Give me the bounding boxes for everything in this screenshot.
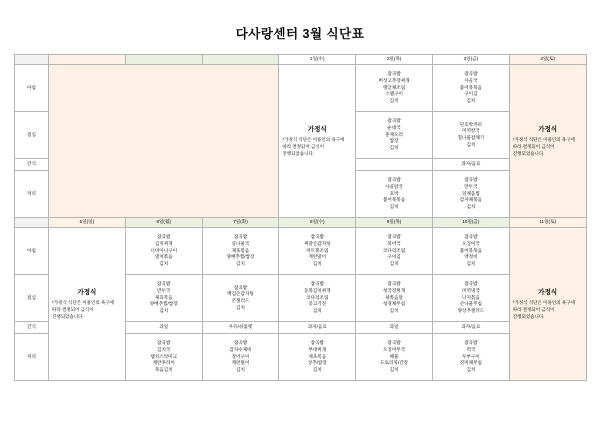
menu-item: 콩나물국 bbox=[231, 241, 250, 247]
week2-lunch-fri bbox=[432, 275, 509, 322]
notice-body: *가정식 식단은 이용인의 욕구에 따라 결정되어 금식이 진행되었습니다. bbox=[512, 137, 575, 156]
menu-item: 구이김 bbox=[464, 91, 478, 97]
menu-item: 위쪽음달 bbox=[385, 294, 403, 300]
notice-body: *가정식 식단은 이용인의 욕구에 따라 결정되어 금식이 진행되었습니다. bbox=[512, 300, 575, 319]
menu-item: 제육복음 bbox=[154, 294, 173, 300]
week2-lunch-tue bbox=[202, 275, 279, 322]
week2-dinner-thu bbox=[356, 334, 433, 381]
menu-item: 잡곡밥 bbox=[157, 234, 171, 240]
menu-lines bbox=[433, 69, 509, 106]
week2-breakfast-mon bbox=[125, 228, 202, 275]
menu-item: 김치 bbox=[312, 366, 322, 372]
menu-item: 사골국 bbox=[464, 78, 478, 84]
week2-lunch-mon bbox=[125, 275, 202, 322]
week1-notice-wed bbox=[279, 65, 356, 218]
week1-day-6: 4일(토) bbox=[509, 55, 586, 65]
menu-item: 잡곡밥 bbox=[464, 71, 478, 77]
week2-table bbox=[14, 217, 587, 381]
menu-lines bbox=[433, 279, 509, 316]
week1-breakfast-fri bbox=[432, 65, 509, 112]
menu-lines bbox=[279, 279, 355, 316]
week1-day-5: 3일(금) bbox=[432, 55, 509, 65]
week1-day-2 bbox=[202, 55, 279, 65]
menu-item: 백김손감자팅 bbox=[227, 291, 254, 297]
row-label-snack: 간식 bbox=[15, 322, 49, 334]
menu-item: 김치 bbox=[389, 366, 399, 372]
week1-breakfast-thu bbox=[356, 65, 433, 112]
week2-dinner-mon bbox=[125, 334, 202, 381]
menu-item: 잡곡밥 bbox=[464, 234, 478, 240]
menu-item: 김치 bbox=[466, 260, 476, 266]
menu-lines bbox=[433, 232, 509, 269]
notice-title: 가정식 bbox=[538, 288, 558, 296]
menu-item: 너비아니구이 bbox=[150, 247, 178, 253]
menu-item: 잡곡밥 bbox=[157, 340, 171, 346]
menu-item: 미역칼국 bbox=[462, 128, 480, 134]
week2-lunch-thu bbox=[356, 275, 433, 322]
menu-item: 잡곡밥 bbox=[233, 284, 248, 290]
menu-item: 잡곡밥 bbox=[310, 234, 324, 240]
week2-snack-fri: 과자/음료 bbox=[432, 322, 509, 334]
menu-item: 단호박커피 bbox=[459, 121, 482, 127]
menu-item: 장어구이 bbox=[231, 353, 250, 359]
menu-item: 잡곡밥 bbox=[387, 118, 401, 124]
menu-lines bbox=[433, 175, 509, 212]
menu-lines bbox=[279, 232, 355, 269]
week1-leading-notice-cell bbox=[49, 65, 279, 218]
menu-item: 김치 bbox=[159, 260, 169, 266]
menu-item: 청국장찌개 bbox=[382, 288, 406, 294]
menu-item: 잡곡밥 bbox=[387, 281, 401, 287]
menu-item: 진미채무침 bbox=[459, 360, 482, 366]
week2-dinner-wed bbox=[279, 334, 356, 381]
week1-breakfast-row bbox=[15, 65, 587, 112]
menu-item: 양배추찜/쌈장 bbox=[226, 254, 255, 260]
notice-title: 가정식 bbox=[538, 125, 558, 133]
menu-item: 만두국 bbox=[464, 184, 478, 190]
menu-lines bbox=[126, 232, 202, 269]
menu-item: 잡곡밥 bbox=[387, 234, 401, 240]
notice-body: *가정식 식단은 이용인의 욕구에 따라 결정되어 금식이 진행되었습니다. bbox=[282, 137, 345, 156]
week1-day-3: 1일(수) bbox=[279, 55, 356, 65]
menu-item: 떡국 bbox=[466, 347, 476, 353]
menu-item: 김치 bbox=[466, 203, 476, 209]
menu-item: 만두국 bbox=[157, 288, 171, 294]
week2-day-4: 9일(목) bbox=[356, 218, 433, 228]
menu-item: 잡곡밥 bbox=[233, 340, 248, 346]
menu-item: 불어북북음 bbox=[459, 84, 482, 90]
menu-item: 김치 bbox=[466, 141, 476, 147]
week1-table bbox=[14, 54, 587, 218]
row-label-dinner: 저녁 bbox=[15, 171, 49, 218]
menu-lines bbox=[203, 283, 279, 314]
menu-lines bbox=[433, 120, 509, 151]
menu-item: 잡곡밥 bbox=[310, 340, 324, 346]
menu-item: 김치 bbox=[389, 307, 399, 313]
week2-snack-thu: 과일 bbox=[356, 322, 433, 334]
menu-item: 잎채움찜 bbox=[462, 190, 480, 196]
menu-item: 김치 bbox=[312, 307, 322, 313]
week2-dinner-tue bbox=[202, 334, 279, 381]
week1-notice-sat bbox=[509, 65, 586, 218]
week2-lunch-wed bbox=[279, 275, 356, 322]
menu-item: 두부구이 bbox=[462, 353, 480, 359]
week2-day-5: 10일(금) bbox=[432, 218, 509, 228]
row-label-dinner: 저녁 bbox=[15, 334, 49, 381]
week1-dinner-thu bbox=[356, 171, 433, 218]
week2-day-1: 6일(월) bbox=[125, 218, 202, 228]
menu-item: 미역냉국 bbox=[462, 288, 480, 294]
menu-item: 스팸구이 bbox=[385, 91, 403, 97]
menu-item: 감자수제비 bbox=[229, 347, 252, 353]
menu-item: 잡곡밥 bbox=[387, 340, 401, 346]
menu-lines bbox=[203, 232, 279, 269]
menu-item: 김치 bbox=[159, 307, 169, 313]
menu-item: 해물 bbox=[389, 353, 399, 359]
week1-snack-fri: 과자/음료 bbox=[432, 159, 509, 171]
menu-lines bbox=[356, 279, 432, 316]
menu-lines bbox=[433, 338, 509, 375]
menu-lines bbox=[356, 338, 432, 375]
menu-item: 칠나물잡채기 bbox=[457, 135, 485, 140]
menu-lines bbox=[356, 116, 432, 153]
menu-item: 액젓비 bbox=[464, 254, 478, 260]
menu-lines bbox=[356, 232, 432, 269]
menu-item: 김치 bbox=[236, 304, 245, 310]
menu-item: 청경채무침 bbox=[382, 301, 406, 307]
menu-item: 김치 bbox=[389, 203, 399, 209]
menu-lines bbox=[356, 175, 432, 212]
menu-item: 콩고기전 bbox=[308, 301, 327, 307]
menu-lines bbox=[126, 279, 202, 316]
menu-item: 순대국 bbox=[387, 125, 401, 131]
menu-item: 잡곡밥 bbox=[387, 71, 401, 77]
menu-item: 쌈장 bbox=[389, 138, 399, 144]
week2-breakfast-thu bbox=[356, 228, 433, 275]
menu-item: 감자채북음 bbox=[459, 197, 482, 203]
menu-item: 계란후라이 bbox=[152, 360, 175, 366]
menu-item: 호박 bbox=[389, 190, 399, 196]
menu-item: 잡곡밥 bbox=[464, 340, 478, 346]
menu-item: 잡곡밥 bbox=[464, 281, 478, 287]
row-label-breakfast: 아침 bbox=[15, 65, 49, 112]
menu-item: 사골닭국 bbox=[385, 184, 403, 190]
menu-lines bbox=[126, 338, 202, 375]
menu-item: 묵음김치 bbox=[154, 366, 173, 372]
menu-item: 구이김 bbox=[387, 254, 401, 260]
week1-day-0 bbox=[49, 55, 126, 65]
week1-lunch-thu bbox=[356, 112, 433, 159]
week2-day-0: 5일(일) bbox=[49, 218, 126, 228]
week2-snack-mon: 과일 bbox=[125, 322, 202, 334]
menu-item: 김치국 bbox=[157, 347, 171, 353]
week2-breakfast-tue bbox=[202, 228, 279, 275]
menu-item: 잡곡밥 bbox=[157, 281, 171, 287]
menu-item: 제육복음 bbox=[308, 353, 327, 359]
menu-item: 김치찌개 bbox=[154, 241, 173, 247]
menu-item: 동북김치찌개 bbox=[303, 288, 331, 294]
row-label-lunch: 점심 bbox=[15, 275, 49, 322]
menu-item: 콘나물무침 bbox=[459, 301, 482, 307]
notice-title: 가정식 bbox=[307, 125, 327, 133]
corner-cell bbox=[15, 218, 49, 228]
menu-item: 제육볶음 bbox=[231, 247, 250, 253]
menu-item: 잡곡밥 bbox=[233, 234, 248, 240]
week2-snack-wed: 과자/음료 bbox=[279, 322, 356, 334]
menu-item: 오징어무국 bbox=[382, 347, 406, 353]
menu-item: 도토리묵/간장 bbox=[380, 360, 409, 366]
row-label-breakfast: 아침 bbox=[15, 228, 49, 275]
week2-day-2: 7일(화) bbox=[202, 218, 279, 228]
menu-item: 김치 bbox=[466, 366, 476, 372]
menu-item: 탱글채조림 bbox=[382, 84, 406, 90]
row-label-snack: 간식 bbox=[15, 159, 49, 171]
menu-item: 북어국 bbox=[387, 241, 401, 247]
menu-item: 김치 bbox=[389, 144, 399, 150]
menu-lines bbox=[356, 69, 432, 106]
menu-item: 낙지볶음 bbox=[462, 294, 480, 300]
week2-breakfast-wed bbox=[279, 228, 356, 275]
week1-snack-thu bbox=[356, 159, 433, 171]
menu-item: 김치 bbox=[389, 97, 399, 103]
menu-item: 잡곡밥 bbox=[387, 177, 401, 183]
menu-item: 찌갈손감자팅 bbox=[303, 241, 331, 247]
row-label-lunch: 점심 bbox=[15, 112, 49, 159]
week2-day-3: 8일(수) bbox=[279, 218, 356, 228]
menu-item: 김치 bbox=[466, 97, 476, 103]
week2-notice-sat bbox=[509, 228, 586, 381]
week1-dinner-fri bbox=[432, 171, 509, 218]
menu-item: 부대찌개 bbox=[308, 347, 327, 353]
menu-item: 잡곡밥 bbox=[310, 281, 324, 287]
menu-item: 멸치볶음 bbox=[154, 254, 173, 260]
week2-dinner-fri bbox=[432, 334, 509, 381]
menu-item: 김치 bbox=[236, 366, 245, 372]
week1-day-4: 2일(목) bbox=[356, 55, 433, 65]
menu-item: 계란말이 bbox=[308, 254, 327, 260]
menu-item: 콘샐러드 bbox=[231, 298, 250, 303]
menu-item: 버섯고추장찌개 bbox=[378, 78, 410, 84]
menu-item: 잡곡밥 bbox=[464, 177, 478, 183]
corner-cell bbox=[15, 55, 49, 65]
menu-item: 불어북북음 bbox=[459, 247, 482, 253]
week2-header-row bbox=[15, 218, 587, 228]
menu-item: 햄치스탁미크 bbox=[150, 353, 178, 359]
menu-item: 상추/쌈장 bbox=[307, 360, 327, 366]
menu-lines bbox=[203, 338, 279, 375]
menu-item: 김치 bbox=[312, 260, 322, 266]
menu-item: 코다리조림 bbox=[306, 294, 329, 300]
notice-title: 가정식 bbox=[77, 288, 97, 296]
week2-notice-sun bbox=[49, 228, 126, 381]
notice-body: *가정식 식단은 이용인의 욕구에 따라 결정되어 금식이 진행되었습니다. bbox=[52, 300, 115, 319]
week1-lunch-fri bbox=[432, 112, 509, 159]
menu-lines bbox=[279, 338, 355, 375]
page-title: 다사랑센터 3월 식단표 bbox=[235, 27, 365, 41]
menu-item: 불어북북음 bbox=[382, 197, 406, 203]
menu-item: 양상추샐러드 bbox=[457, 307, 485, 313]
menu-item: 계란말이 bbox=[231, 360, 250, 366]
week2-breakfast-fri bbox=[432, 228, 509, 275]
week2-day-6: 11일(토) bbox=[509, 218, 586, 228]
week1-header-row bbox=[15, 55, 587, 65]
week1-day-1 bbox=[125, 55, 202, 65]
menu-item: 김치 bbox=[389, 260, 399, 266]
menu-item: 양배추찜/쌈장 bbox=[149, 301, 178, 307]
week2-snack-tue: 우유/쉬롤렛 bbox=[202, 322, 279, 334]
week2-breakfast-row bbox=[15, 228, 587, 275]
menu-item: 오징어국 bbox=[462, 241, 480, 247]
menu-item: 떠트볼조림 bbox=[306, 247, 329, 253]
menu-item: 훈제오리 bbox=[385, 131, 403, 137]
menu-item: 김치 bbox=[236, 260, 245, 266]
menu-item: 코다리조림 bbox=[382, 247, 406, 253]
